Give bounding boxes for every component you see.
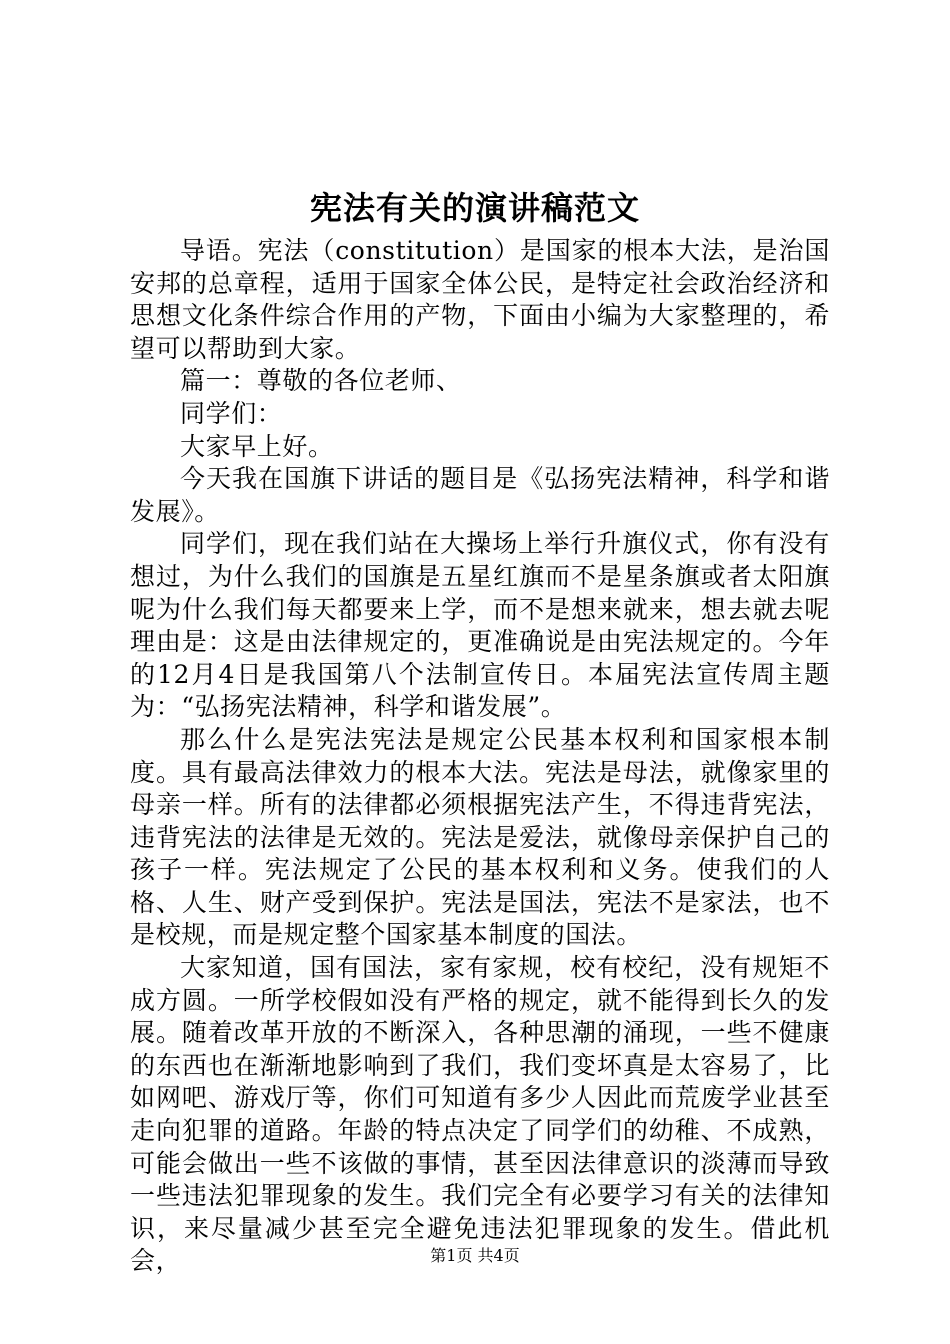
paragraph-topic: 今天我在国旗下讲话的题目是《弘扬宪法精神，科学和谐发展》。 [130,464,830,526]
document-title: 宪法有关的演讲稿范文 [309,189,640,227]
paragraph-greeting: 大家早上好。 [180,431,334,461]
paragraph-salutation: 篇一：尊敬的各位老师、 [180,366,462,396]
page-number-footer: 第1页 共4页 [430,1246,520,1265]
document-body [130,235,830,1278]
paragraph-rules: 大家知道，国有国法，家有家规，校有校纪，没有规矩不成方圆。一所学校假如没有严格的规定，就不能得到长久的发展。随着改革开放的不断深入，各种思潮的涌现，一些不健康的东西也在渐渐地影响到了我们，我们变坏真是太容易了，比如网吧、游戏厅等，你们可知道有多少人因此而荒废学业甚至走向犯罪的道路。年龄的特点决定了同学们的幼稚、不成熟，可能会做出一些不该做的事情，甚至因法律意识的淡薄而导致一些违法犯罪现象的发生。我们完全有必要学习有关的法律知识，来尽量减少甚至完全避免违法犯罪现象的发生。借此机会， [130,953,830,1276]
paragraph-salutation-students: 同学们： [180,398,283,428]
paragraph-what-is-constitution: 那么什么是宪法宪法是规定公民基本权利和国家根本制度。具有最高法律效力的根本大法。宪法是母法，就像家里的母亲一样。所有的法律都必须根据宪法产生，不得违背宪法，违背宪法的法律是无效的。宪法是爱法，就像母亲保护自己的孩子一样。宪法规定了公民的基本权利和义务。使我们的人格、人生、财产受到保护。宪法是国法，宪法不是家法，也不是校规，而是规定整个国家基本制度的国法。 [130,724,830,950]
paragraph-flag: 同学们，现在我们站在大操场上举行升旗仪式，你有没有想过，为什么我们的国旗是五星红旗而不是星条旗或者太阳旗呢为什么我们每天都要来上学，而不是想来就来，想去就去呢理由是：这是由法律规定的，更准确说是由宪法规定的。今年的12月4日是我国第八个法制宣传日。本届宪法宣传周主题为：“弘扬宪法精神，科学和谐发展”。 [130,529,830,722]
paragraph-intro: 导语。宪法（constitution）是国家的根本大法，是治国安邦的总章程，适用于国家全体公民，是特定社会政治经济和思想文化条件综合作用的产物，下面由小编为大家整理的，希望可以帮助到大家。 [130,236,830,363]
